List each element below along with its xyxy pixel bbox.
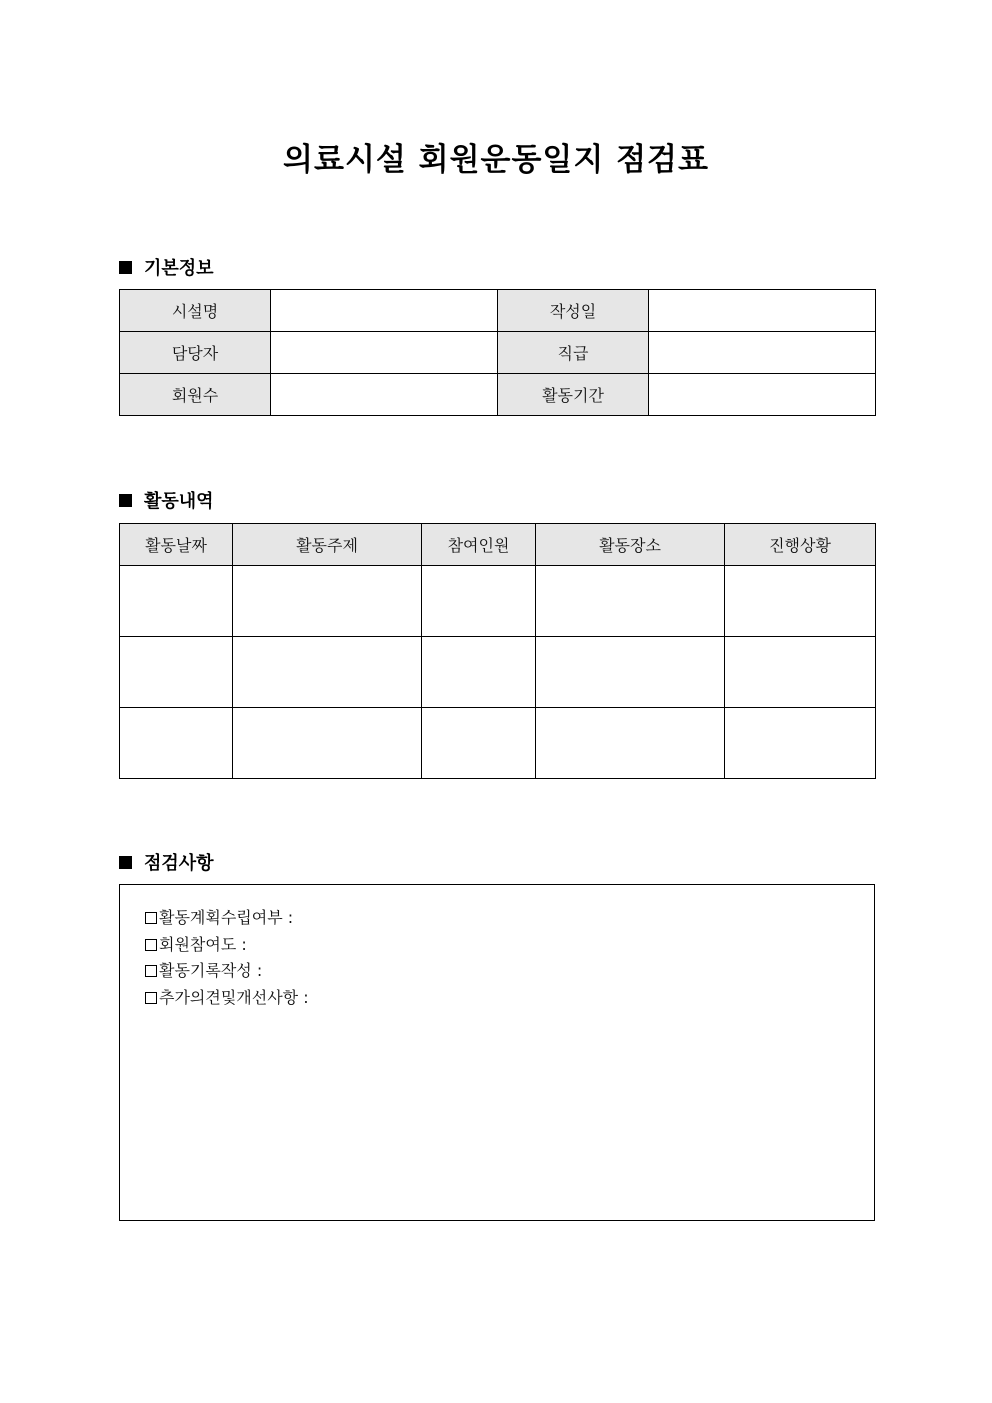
checkbox-icon[interactable] xyxy=(145,992,157,1004)
checkbox-icon[interactable] xyxy=(145,965,157,977)
facility-name-field[interactable] xyxy=(271,290,498,332)
checklist-label: 추가의견및개선사항 : xyxy=(159,987,309,1007)
page-title: 의료시설 회원운동일지 점검표 xyxy=(283,142,709,178)
basic-info-table xyxy=(119,289,876,416)
position-label: 직급 xyxy=(498,332,649,374)
table-cell[interactable] xyxy=(725,708,876,779)
section-label-activity: 활동내역 xyxy=(144,491,214,512)
header-progress-status: 진행상황 xyxy=(725,524,876,566)
member-count-label: 회원수 xyxy=(120,374,271,416)
activity-table xyxy=(119,523,876,779)
checklist-box xyxy=(119,884,875,1221)
table-cell[interactable] xyxy=(233,637,422,708)
activity-period-field[interactable] xyxy=(649,374,876,416)
table-cell[interactable] xyxy=(233,566,422,637)
table-cell[interactable] xyxy=(536,637,725,708)
header-activity-date: 활동날짜 xyxy=(120,524,233,566)
checkbox-icon[interactable] xyxy=(145,912,157,924)
section-heading-activity xyxy=(119,487,214,513)
table-cell[interactable] xyxy=(422,637,536,708)
square-bullet-icon xyxy=(119,856,132,869)
table-cell[interactable] xyxy=(120,637,233,708)
table-cell[interactable] xyxy=(725,637,876,708)
checklist-item-record xyxy=(145,958,309,985)
checklist-label: 활동계획수립여부 : xyxy=(159,908,294,927)
table-cell[interactable] xyxy=(536,566,725,637)
header-activity-topic: 활동주제 xyxy=(233,524,422,566)
manager-label: 담당자 xyxy=(120,332,271,374)
table-row xyxy=(120,708,876,779)
section-heading-basic xyxy=(119,254,214,280)
table-cell[interactable] xyxy=(120,566,233,637)
checklist-item-plan xyxy=(145,905,309,932)
table-cell[interactable] xyxy=(536,708,725,779)
facility-name-label: 시설명 xyxy=(120,290,271,332)
member-count-field[interactable] xyxy=(271,374,498,416)
section-heading-check xyxy=(119,849,214,875)
table-cell[interactable] xyxy=(233,708,422,779)
table-row xyxy=(120,290,876,332)
table-row xyxy=(120,332,876,374)
table-row xyxy=(120,374,876,416)
checklist-label: 회원참여도 : xyxy=(159,934,247,954)
manager-field[interactable] xyxy=(271,332,498,374)
checklist xyxy=(145,905,309,1011)
written-date-label: 작성일 xyxy=(498,290,649,332)
table-row xyxy=(120,566,876,637)
table-cell[interactable] xyxy=(725,566,876,637)
square-bullet-icon xyxy=(119,494,132,507)
activity-period-label: 활동기간 xyxy=(498,374,649,416)
header-participants: 참여인원 xyxy=(422,524,536,566)
table-cell[interactable] xyxy=(422,566,536,637)
checklist-item-participation xyxy=(145,932,309,959)
square-bullet-icon xyxy=(119,261,132,274)
table-cell[interactable] xyxy=(120,708,233,779)
written-date-field[interactable] xyxy=(649,290,876,332)
checklist-label: 활동기록작성 : xyxy=(159,961,263,980)
section-label-check: 점검사항 xyxy=(144,853,214,874)
position-field[interactable] xyxy=(649,332,876,374)
table-row xyxy=(120,637,876,708)
table-cell[interactable] xyxy=(422,708,536,779)
checklist-item-opinion xyxy=(145,985,309,1012)
checkbox-icon[interactable] xyxy=(145,939,157,951)
header-activity-place: 활동장소 xyxy=(536,524,725,566)
table-header-row xyxy=(120,524,876,566)
section-label-basic: 기본정보 xyxy=(144,258,214,279)
